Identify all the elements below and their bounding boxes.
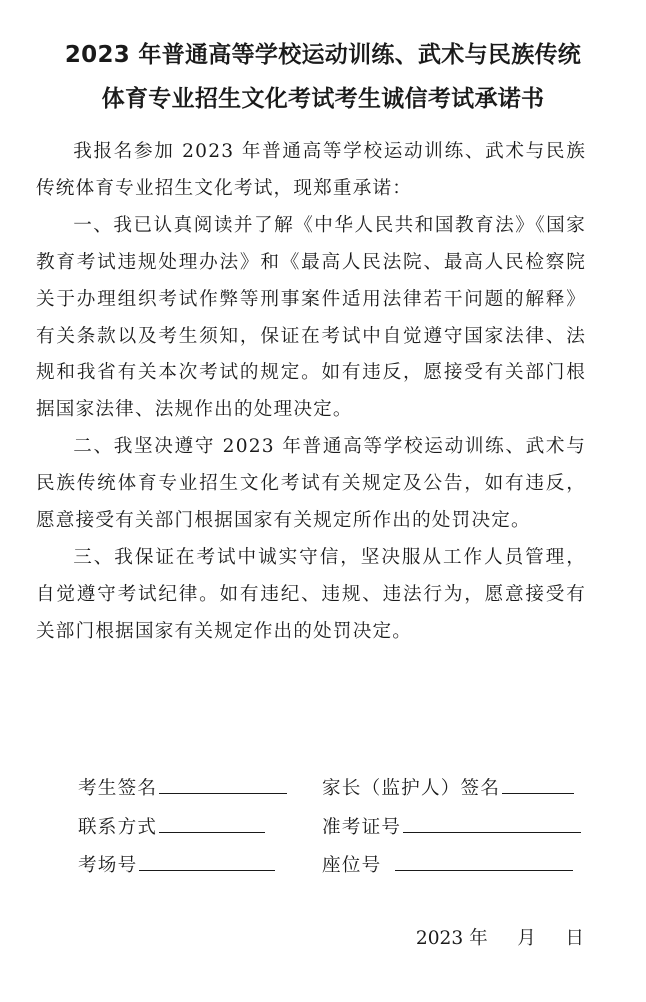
student-signature-label: 考生签名 <box>78 778 158 799</box>
document-title-line-1: 2023 年普通高等学校运动训练、武术与民族传统 <box>64 42 582 68</box>
signing-date: 2023 年 月 日 <box>415 928 584 949</box>
seat-number-label: 座位号 <box>322 855 382 876</box>
seat-number-line[interactable] <box>395 852 573 871</box>
paragraph-intro: 我报名参加 2023 年普通高等学校运动训练、武术与民族传统体育专业招生文化考试，现郑重承诺： <box>36 141 586 199</box>
document-title-line-2: 体育专业招生文化考试考生诚信考试承诺书 <box>101 86 545 112</box>
student-signature-field <box>78 775 287 802</box>
student-signature-line[interactable] <box>159 775 287 794</box>
seat-number-field <box>322 852 573 879</box>
document-body <box>36 134 586 651</box>
paragraph-pledge-1: 一、我已认真阅读并了解《中华人民共和国教育法》《国家教育考试违规处理办法》和《最高人民法院、最高人民检察院关于办理组织考试作弊等刑事案件适用法律若干问题的解释》有关条款以及考生须知，保证在考试中自觉遵守国家法律、法规和我省有关本次考试的规定。如有违反，愿接受有关部门根据国家法律、法规作出的处理决定。 <box>36 214 586 421</box>
parent-signature-field <box>322 775 574 802</box>
admission-number-line[interactable] <box>403 814 581 833</box>
contact-line[interactable] <box>159 814 265 833</box>
contact-field <box>78 814 265 841</box>
admission-number-field <box>322 814 581 841</box>
parent-signature-line[interactable] <box>502 775 574 794</box>
exam-room-line[interactable] <box>139 852 275 871</box>
contact-label: 联系方式 <box>78 817 158 838</box>
parent-signature-label: 家长（监护人）签名 <box>322 778 501 799</box>
exam-room-field <box>78 852 275 879</box>
paragraph-pledge-3: 三、我保证在考试中诚实守信，坚决服从工作人员管理，自觉遵守考试纪律。如有违纪、违规、违法行为，愿意接受有关部门根据国家有关规定作出的处罚决定。 <box>36 546 586 642</box>
admission-number-label: 准考证号 <box>322 817 402 838</box>
exam-room-label: 考场号 <box>78 855 138 876</box>
paragraph-pledge-2: 二、我坚决遵守 2023 年普通高等学校运动训练、武术与民族传统体育专业招生文化考试有关规定及公告，如有违反，愿意接受有关部门根据国家有关规定所作出的处罚决定。 <box>36 436 586 532</box>
